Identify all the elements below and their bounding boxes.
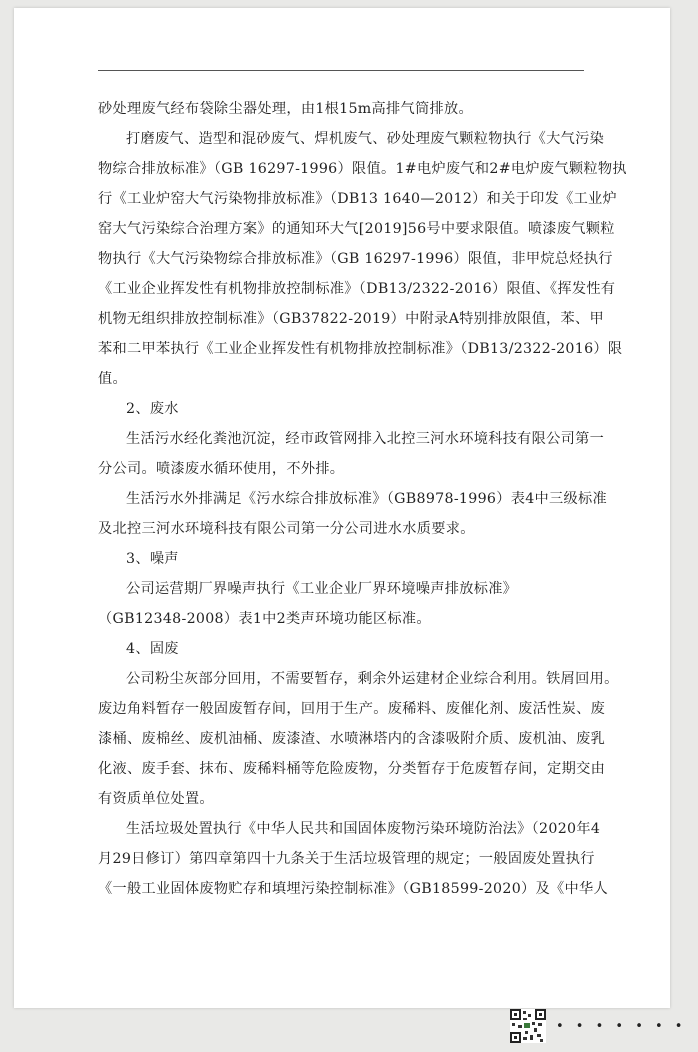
text-line: 有资质单位处置。	[98, 791, 214, 807]
text-line: 砂处理废气经布袋除尘器处理，由1根15m高排气筒排放。	[98, 101, 473, 117]
text-line: 分公司。喷漆废水循环使用，不外排。	[98, 461, 345, 477]
text-line: 苯和二甲苯执行《工业企业挥发性有机物排放控制标准》（DB13/2322-2016）限	[98, 341, 623, 357]
text-line: 打磨废气、造型和混砂废气、焊机废气、砂处理废气颗粒物执行《大气污染	[126, 131, 605, 147]
text-line: 生活垃圾处置执行《中华人民共和国固体废物污染环境防治法》（2020年4	[126, 821, 601, 837]
document-body	[98, 94, 627, 904]
footer-dots: • • • • • • •	[556, 1019, 687, 1034]
text-line: 《工业企业挥发性有机物排放控制标准》（DB13/2322-2016）限值、《挥发性有	[98, 281, 616, 297]
text-line: 窑大气污染综合治理方案》的通知环大气[2019]56号中要求限值。喷漆废气颗粒	[98, 221, 615, 237]
text-line: 生活污水外排满足《污水综合排放标准》（GB8978-1996）表4中三级标准	[126, 491, 607, 507]
text-line: （GB12348-2008）表1中2类声环境功能区标准。	[98, 611, 431, 627]
text-line: 行《工业炉窑大气污染物排放标准》（DB13 1640—2012）和关于印发《工业炉	[98, 191, 618, 207]
header-rule	[98, 70, 584, 71]
qr-code-icon	[510, 1009, 546, 1043]
section-heading-solid-waste: 4、固废	[126, 641, 179, 657]
text-line: 值。	[98, 371, 127, 387]
section-heading-wastewater: 2、废水	[126, 401, 179, 417]
text-line: 月29日修订）第四章第四十九条关于生活垃圾管理的规定；一般固废处置执行	[98, 851, 595, 867]
text-line: 物执行《大气污染物综合排放标准》（GB 16297-1996）限值，非甲烷总烃执行	[98, 251, 613, 267]
text-line: 公司运营期厂界噪声执行《工业企业厂界环境噪声排放标准》	[126, 581, 518, 597]
text-line: 废边角料暂存一般固废暂存间，回用于生产。废稀料、废催化剂、废活性炭、废	[98, 701, 606, 717]
text-line: 《一般工业固体废物贮存和填埋污染控制标准》（GB18599-2020）及《中华人	[98, 881, 608, 897]
text-line: 物综合排放标准》（GB 16297-1996）限值。1#电炉废气和2#电炉废气颗粒物执	[98, 161, 627, 177]
text-line: 漆桶、废棉丝、废机油桶、废漆渣、水喷淋塔内的含漆吸附介质、废机油、废乳	[98, 731, 606, 747]
document-page	[14, 8, 670, 1008]
text-line: 化液、废手套、抹布、废稀料桶等危险废物，分类暂存于危废暂存间，定期交由	[98, 761, 606, 777]
text-line: 生活污水经化粪池沉淀，经市政管网排入北控三河水环境科技有限公司第一	[126, 431, 605, 447]
text-line: 及北控三河水环境科技有限公司第一分公司进水水质要求。	[98, 521, 475, 537]
text-line: 机物无组织排放控制标准》（GB37822-2019）中附录A特别排放限值，苯、甲	[98, 311, 605, 327]
text-line: 公司粉尘灰部分回用，不需要暂存，剩余外运建材企业综合利用。铁屑回用。	[126, 671, 619, 687]
section-heading-noise: 3、噪声	[126, 551, 179, 567]
